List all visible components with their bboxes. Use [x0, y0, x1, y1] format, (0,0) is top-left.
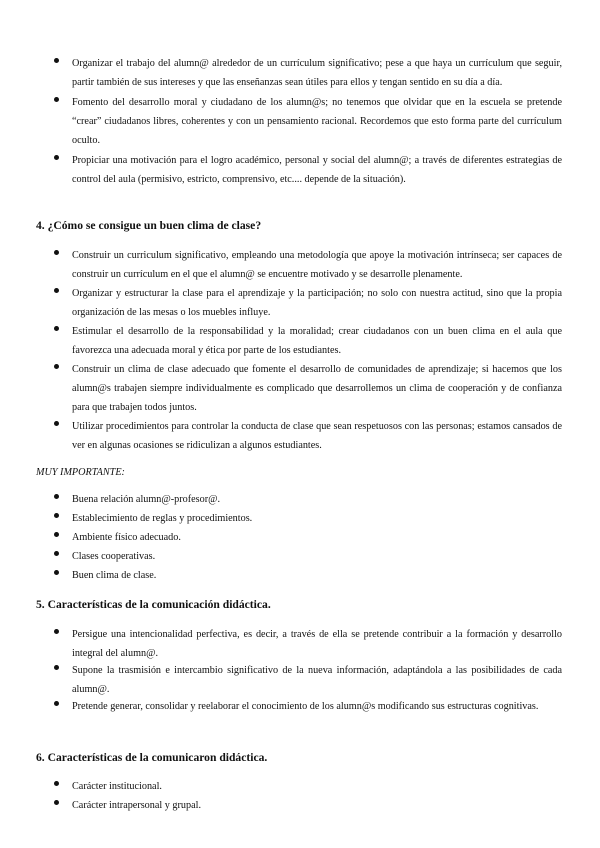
- bullet-icon: [54, 665, 59, 670]
- list-item: [0, 566, 600, 585]
- bullet-icon: [54, 97, 59, 102]
- list-item: [0, 246, 600, 284]
- list-item-text: Construir un curriculum significativo, empleando una metodología que apoye la motivación intrínseca; ser capaces de construir un currículum en el que el alumn@ se encuentre motivado y se desarrolle plenamente.: [72, 250, 562, 280]
- list-item: [0, 547, 600, 566]
- section-6-heading: 6. Características de la comunicaron didáctica.: [36, 751, 268, 764]
- bullet-icon: [54, 288, 59, 293]
- list-item-text: Buen clima de clase.: [72, 570, 157, 581]
- list-item-text: Supone la trasmisión e intercambio significativo de la nueva información, adaptándola a las posibilidades de cada alumn@.: [72, 665, 562, 695]
- list-item-text: Ambiente físico adecuado.: [72, 532, 181, 543]
- intro-list: [0, 54, 600, 189]
- list-item: [0, 151, 600, 189]
- bullet-icon: [54, 781, 59, 786]
- bullet-icon: [54, 701, 59, 706]
- bullet-icon: [54, 494, 59, 499]
- list-item: [0, 417, 600, 455]
- list-item: [0, 322, 600, 360]
- list-item: [0, 777, 600, 796]
- list-item-text: Carácter institucional.: [72, 781, 162, 792]
- list-item: [0, 625, 600, 663]
- bullet-icon: [54, 800, 59, 805]
- list-item-text: Establecimiento de reglas y procedimientos.: [72, 513, 253, 524]
- list-item-text: Organizar y estructurar la clase para el aprendizaje y la participación; no solo con nuestra actitud, sino que la propia organización de las mesas o los muebles influye.: [72, 288, 562, 318]
- list-item-text: Construir un clima de clase adecuado que fomente el desarrollo de comunidades de aprendizaje; si hacemos que los alumn@s trabajen siempre individualmente es complicado que desarrollemos un clima de cooperación y de confianza para que trabajen todos juntos.: [72, 364, 562, 413]
- section-4-heading: 4. ¿Cómo se consigue un buen clima de clase?: [36, 219, 262, 232]
- list-item-text: Propiciar una motivación para el logro académico, personal y social del alumn@; a través de diferentes estrategias de control del aula (permisivo, estricto, comprensivo, etc.... depende de la situación).: [72, 155, 562, 185]
- bullet-icon: [54, 58, 59, 63]
- section-5-heading: 5. Características de la comunicación didáctica.: [36, 598, 271, 611]
- list-item-text: Carácter intrapersonal y grupal.: [72, 800, 201, 811]
- bullet-icon: [54, 364, 59, 369]
- list-item-text: Persigue una intencionalidad perfectiva, es decir, a través de ella se pretende contribuir a la formación y desarrollo integral del alumn@.: [72, 629, 562, 659]
- list-item: [0, 697, 600, 716]
- bullet-icon: [54, 629, 59, 634]
- bullet-icon: [54, 326, 59, 331]
- list-item: [0, 490, 600, 509]
- section-6-list: [0, 777, 600, 815]
- list-item-text: Estimular el desarrollo de la responsabilidad y la moralidad; crear ciudadanos con un buen clima en el aula que favorezca una adecuada moral y ética por parte de los estudiantes.: [72, 326, 562, 356]
- bullet-icon: [54, 513, 59, 518]
- list-item: [0, 284, 600, 322]
- list-item: [0, 528, 600, 547]
- list-item: [0, 509, 600, 528]
- important-label: MUY IMPORTANTE:: [36, 467, 125, 478]
- bullet-icon: [54, 532, 59, 537]
- section-4-list: [0, 246, 600, 455]
- list-item: [0, 54, 600, 92]
- important-list: [0, 490, 600, 585]
- list-item: [0, 661, 600, 699]
- list-item-text: Pretende generar, consolidar y reelaborar el conocimiento de los alumn@s modificando sus estructuras cognitivas.: [72, 701, 539, 712]
- list-item: [0, 360, 600, 417]
- bullet-icon: [54, 551, 59, 556]
- list-item: [0, 796, 600, 815]
- bullet-icon: [54, 250, 59, 255]
- section-5-list: [0, 625, 600, 716]
- list-item-text: Clases cooperativas.: [72, 551, 156, 562]
- list-item-text: Buena relación alumn@-profesor@.: [72, 494, 221, 505]
- list-item-text: Fomento del desarrollo moral y ciudadano de los alumn@s; no tenemos que olvidar que en la escuela se pretende “crear” ciudadanos libres, coherentes y con un pensamiento racional. Recordemos que esto forma parte del currículum oculto.: [72, 97, 562, 146]
- bullet-icon: [54, 421, 59, 426]
- list-item: [0, 93, 600, 150]
- list-item-text: Utilizar procedimientos para controlar la conducta de clase que sean respetuosos con las personas; estamos cansados de ver en algunas ocasiones se ridiculizan a algunos estudiantes.: [72, 421, 562, 451]
- bullet-icon: [54, 570, 59, 575]
- list-item-text: Organizar el trabajo del alumn@ alrededor de un currículum significativo; pese a que haya un currículum que seguir, partir también de sus intereses y que las enseñanzas sean útiles para ellos y tengan sentido en su día a día.: [72, 58, 562, 88]
- bullet-icon: [54, 155, 59, 160]
